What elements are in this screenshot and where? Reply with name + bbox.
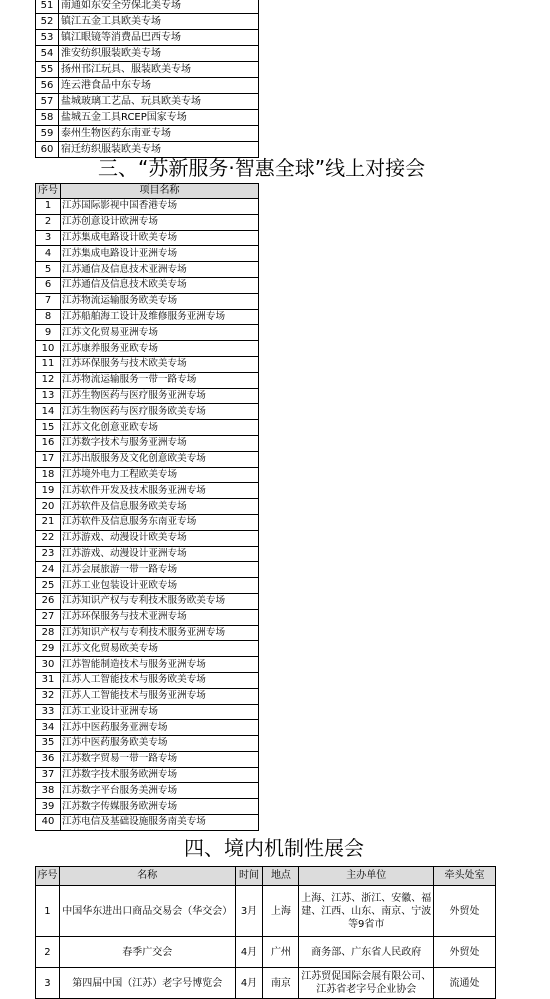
row-number: 15 [36, 420, 61, 436]
table-row [36, 799, 259, 815]
header-name: 名称 [59, 867, 235, 886]
table-row [36, 309, 259, 325]
table-row [36, 530, 259, 546]
row-number: 9 [36, 325, 61, 341]
table-header-row [36, 184, 259, 199]
row-name: 江苏电信及基础设施服务南美专场 [61, 815, 259, 831]
table-row [36, 593, 259, 609]
row-number: 14 [36, 404, 61, 420]
cell-lead: 外贸处 [434, 886, 496, 937]
row-number: 5 [36, 262, 61, 278]
table-row [36, 483, 259, 499]
row-number: 29 [36, 641, 61, 657]
table-row [36, 230, 259, 246]
row-number: 24 [36, 562, 61, 578]
row-number: 38 [36, 783, 61, 799]
row-number: 1 [36, 199, 61, 215]
row-number: 20 [36, 499, 61, 515]
table-row [36, 546, 259, 562]
row-name: 淮安纺织服装欧美专场 [59, 46, 259, 62]
row-number: 19 [36, 483, 61, 499]
row-number: 21 [36, 514, 61, 530]
table-row [36, 30, 259, 46]
cell-name: 春季广交会 [59, 937, 235, 968]
row-number: 32 [36, 688, 61, 704]
table-row [36, 372, 259, 388]
cell-organizer: 商务部、广东省人民政府 [299, 937, 434, 968]
row-name: 江苏知识产权与专利技术服务亚洲专场 [61, 625, 259, 641]
row-number: 6 [36, 277, 61, 293]
row-name: 江苏文化贸易亚洲专场 [61, 325, 259, 341]
row-name: 江苏会展旅游一带一路专场 [61, 562, 259, 578]
table-row [36, 641, 259, 657]
table-row [36, 467, 259, 483]
cell-place: 上海 [263, 886, 299, 937]
cell-lead: 外贸处 [434, 937, 496, 968]
table-row [36, 277, 259, 293]
row-name: 江苏软件及信息服务欧美专场 [61, 499, 259, 515]
row-name: 江苏人工智能技术与服务欧美专场 [61, 672, 259, 688]
table-row [36, 341, 259, 357]
table-row [36, 293, 259, 309]
row-number: 57 [36, 94, 59, 110]
row-number: 34 [36, 720, 61, 736]
cell-organizer: 上海、江苏、浙江、安徽、福建、江西、山东、南京、宁波等9省市 [299, 886, 434, 937]
table-row [36, 0, 259, 14]
row-name: 江苏数字技术与服务亚洲专场 [61, 435, 259, 451]
table-row [36, 126, 259, 142]
row-number: 22 [36, 530, 61, 546]
row-name: 江苏物流运输服务欧美专场 [61, 293, 259, 309]
row-name: 江苏软件开发及技术服务亚洲专场 [61, 483, 259, 499]
table-row [36, 672, 259, 688]
row-name: 江苏集成电路设计亚洲专场 [61, 246, 259, 262]
table-row [36, 562, 259, 578]
row-name: 江苏数字传媒服务欧洲专场 [61, 799, 259, 815]
row-name: 江苏工业设计亚洲专场 [61, 704, 259, 720]
row-name: 江苏环保服务与技术亚洲专场 [61, 609, 259, 625]
row-name: 江苏集成电路设计欧美专场 [61, 230, 259, 246]
row-name: 江苏物流运输服务一带一路专场 [61, 372, 259, 388]
cell-no: 2 [36, 937, 60, 968]
table-row [36, 388, 259, 404]
section4-title: 四、境内机制性展会 [184, 836, 364, 860]
table-row [36, 767, 259, 783]
cell-name: 中国华东进出口商品交易会（华交会） [59, 886, 235, 937]
table-row [36, 625, 259, 641]
row-name: 连云港食品中东专场 [59, 78, 259, 94]
row-number: 16 [36, 435, 61, 451]
cell-no: 1 [36, 886, 60, 937]
row-name: 盐城五金工具RCEP国家专场 [59, 110, 259, 126]
table-row [36, 720, 259, 736]
row-number: 39 [36, 799, 61, 815]
top-list-table [35, 0, 259, 158]
row-number: 23 [36, 546, 61, 562]
row-name: 江苏文化创意亚欧专场 [61, 420, 259, 436]
table-row [36, 94, 259, 110]
row-name: 江苏船舶海工设计及维修服务亚洲专场 [61, 309, 259, 325]
row-number: 51 [36, 0, 59, 14]
row-number: 56 [36, 78, 59, 94]
row-name: 江苏游戏、动漫设计亚洲专场 [61, 546, 259, 562]
table-row [36, 704, 259, 720]
table-row [36, 404, 259, 420]
header-name: 项目名称 [61, 184, 259, 199]
row-name: 江苏生物医药与医疗服务欧美专场 [61, 404, 259, 420]
table-row [36, 609, 259, 625]
row-number: 26 [36, 593, 61, 609]
row-name: 盐城玻璃工艺品、玩具欧美专场 [59, 94, 259, 110]
row-name: 江苏出版服务及文化创意欧美专场 [61, 451, 259, 467]
table-row [36, 46, 259, 62]
row-number: 60 [36, 142, 59, 158]
cell-time: 3月 [235, 886, 263, 937]
cell-place: 南京 [263, 968, 299, 999]
row-number: 40 [36, 815, 61, 831]
cell-organizer: 江苏贸促国际会展有限公司、江苏省老字号企业协会 [299, 968, 434, 999]
row-number: 4 [36, 246, 61, 262]
row-name: 江苏国际影视中国香港专场 [61, 199, 259, 215]
row-name: 江苏创意设计欧洲专场 [61, 214, 259, 230]
row-name: 江苏境外电力工程欧美专场 [61, 467, 259, 483]
table-row [36, 815, 259, 831]
table-row [36, 783, 259, 799]
table-row [36, 451, 259, 467]
header-lead: 牵头处室 [434, 867, 496, 886]
row-name: 南通如东安全劳保北美专场 [59, 0, 259, 14]
row-name: 江苏知识产权与专利技术服务欧美专场 [61, 593, 259, 609]
row-name: 江苏环保服务与技术欧美专场 [61, 356, 259, 372]
row-name: 江苏游戏、动漫设计欧美专场 [61, 530, 259, 546]
header-organizer: 主办单位 [299, 867, 434, 886]
table-row [36, 420, 259, 436]
row-number: 28 [36, 625, 61, 641]
row-name: 江苏工业包装设计亚欧专场 [61, 578, 259, 594]
table-header-row [36, 867, 496, 886]
row-number: 27 [36, 609, 61, 625]
row-number: 10 [36, 341, 61, 357]
row-number: 54 [36, 46, 59, 62]
table-row [36, 110, 259, 126]
table-row [36, 214, 259, 230]
row-number: 52 [36, 14, 59, 30]
row-number: 35 [36, 736, 61, 752]
row-number: 37 [36, 767, 61, 783]
table-row [36, 657, 259, 673]
row-number: 33 [36, 704, 61, 720]
row-name: 江苏软件及信息服务东南亚专场 [61, 514, 259, 530]
row-name: 江苏数字平台服务美洲专场 [61, 783, 259, 799]
table-row [36, 78, 259, 94]
table-row [36, 62, 259, 78]
cell-lead: 流通处 [434, 968, 496, 999]
cell-name: 第四届中国（江苏）老字号博览会 [59, 968, 235, 999]
cell-no: 3 [36, 968, 60, 999]
row-name: 宿迁纺织服装欧美专场 [59, 142, 259, 158]
table-row [36, 356, 259, 372]
row-name: 镇江眼镜等消费品巴西专场 [59, 30, 259, 46]
table-row [36, 578, 259, 594]
table-row [36, 499, 259, 515]
row-name: 江苏人工智能技术与服务亚洲专场 [61, 688, 259, 704]
table-row [36, 886, 496, 937]
row-name: 扬州邗江玩具、服装欧美专场 [59, 62, 259, 78]
header-no: 序号 [36, 867, 60, 886]
section4-table [35, 866, 496, 999]
row-name: 江苏中医药服务亚洲专场 [61, 720, 259, 736]
table-row [36, 751, 259, 767]
row-number: 55 [36, 62, 59, 78]
row-name: 江苏智能制造技术与服务亚洲专场 [61, 657, 259, 673]
row-number: 18 [36, 467, 61, 483]
cell-place: 广州 [263, 937, 299, 968]
table-row [36, 688, 259, 704]
header-no: 序号 [36, 184, 61, 199]
table-row [36, 325, 259, 341]
row-number: 7 [36, 293, 61, 309]
cell-time: 4月 [235, 968, 263, 999]
table-row [36, 435, 259, 451]
table-row [36, 246, 259, 262]
table-row [36, 968, 496, 999]
row-number: 59 [36, 126, 59, 142]
row-name: 江苏通信及信息技术欧美专场 [61, 277, 259, 293]
row-number: 36 [36, 751, 61, 767]
row-number: 11 [36, 356, 61, 372]
table-row [36, 514, 259, 530]
row-name: 江苏中医药服务欧美专场 [61, 736, 259, 752]
row-number: 30 [36, 657, 61, 673]
header-place: 地点 [263, 867, 299, 886]
header-time: 时间 [235, 867, 263, 886]
cell-time: 4月 [235, 937, 263, 968]
row-number: 53 [36, 30, 59, 46]
row-number: 13 [36, 388, 61, 404]
table-row [36, 736, 259, 752]
row-name: 江苏文化贸易欧美专场 [61, 641, 259, 657]
row-number: 17 [36, 451, 61, 467]
row-name: 泰州生物医药东南亚专场 [59, 126, 259, 142]
row-number: 58 [36, 110, 59, 126]
row-number: 2 [36, 214, 61, 230]
row-name: 江苏康养服务亚欧专场 [61, 341, 259, 357]
table-row [36, 937, 496, 968]
table-row [36, 262, 259, 278]
row-number: 12 [36, 372, 61, 388]
row-number: 31 [36, 672, 61, 688]
row-number: 25 [36, 578, 61, 594]
section3-table [35, 183, 259, 831]
row-number: 8 [36, 309, 61, 325]
section3-title: 三、“苏新服务·智惠全球”线上对接会 [98, 156, 426, 180]
row-name: 江苏通信及信息技术亚洲专场 [61, 262, 259, 278]
row-number: 3 [36, 230, 61, 246]
table-row [36, 199, 259, 215]
row-name: 江苏生物医药与医疗服务亚洲专场 [61, 388, 259, 404]
row-name: 江苏数字贸易一带一路专场 [61, 751, 259, 767]
row-name: 镇江五金工具欧美专场 [59, 14, 259, 30]
row-name: 江苏数字技术服务欧洲专场 [61, 767, 259, 783]
table-row [36, 14, 259, 30]
